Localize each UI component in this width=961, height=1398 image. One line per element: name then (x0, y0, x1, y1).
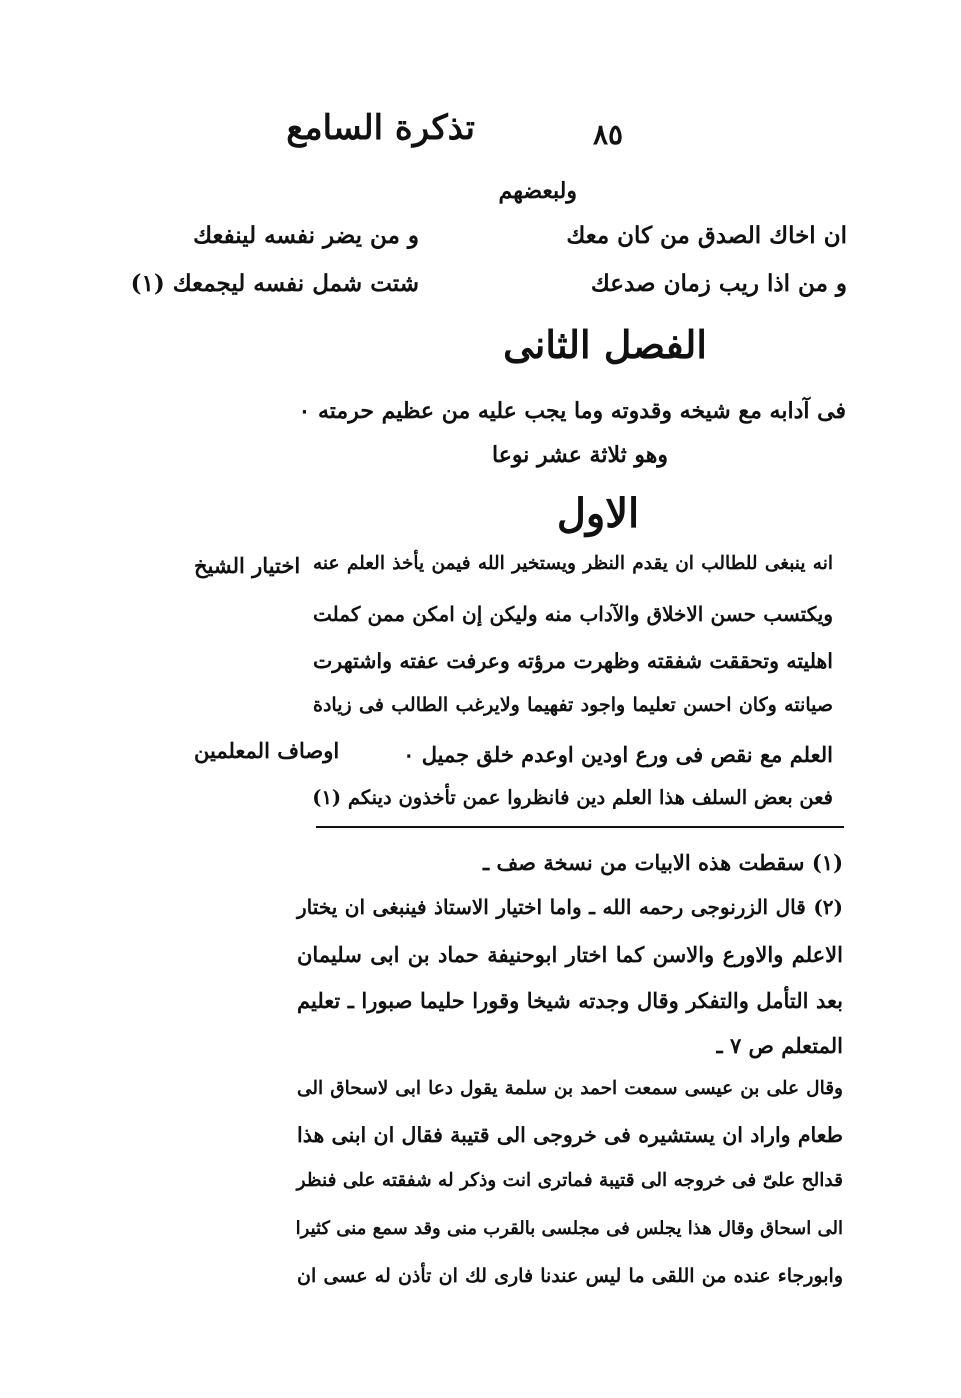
body-line: انه ينبغى للطالب ان يقدم النظر ويستخير الله فيمن يأخذ العلم عنه (313, 553, 833, 574)
footnote-line: المتعلم ص ٧ ـ (716, 1033, 843, 1058)
chapter-heading: الفصل الثانى (503, 322, 707, 367)
footnote-line: وابورجاء عنده من اللقى ما ليس عندنا فارى لك ان تأذن له عسى ان (297, 1265, 843, 1287)
body-line: العلم مع نقص فى ورع اودين اوعدم خلق جميل ٠ (403, 742, 833, 767)
footnote-separator (316, 826, 844, 828)
footnote-line: قدالح علىّ فى خروجه الى قتيبة فماترى انت وذكر له شفقته على فنظر (296, 1170, 843, 1191)
footnote-line: الى اسحاق وقال هذا يجلس فى مجلسى بالقرب منى وقد سمع منى كثيرا (295, 1218, 843, 1239)
footnote-line: (٢) قال الزرنوجى رحمه الله ـ واما اختيار الاستاذ فينبغى ان يختار (297, 895, 843, 919)
footnote-line: طعام واراد ان يستشيره فى خروجى الى قتيبة فقال ان ابنى هذا (297, 1123, 843, 1147)
verse-second-hemistich: و من يضر نفسه لينفعك (193, 222, 419, 249)
poem-intro: ولبعضهم (498, 178, 577, 204)
poem-verse (0, 222, 961, 256)
footnote-line: (١) سقطت هذه الابيات من نسخة صف ـ (482, 850, 843, 875)
margin-note: اختيار الشيخ (194, 553, 301, 578)
verse-first-hemistich: ان اخاك الصدق من كان معك (566, 222, 847, 249)
body-line: اهليته وتحققت شفقته وظهرت مرؤته وعرفت عفته واشتهرت (313, 649, 833, 673)
verse-second-hemistich: شتت شمل نفسه ليجمعك (١) (130, 270, 419, 297)
poem-verse (0, 270, 961, 304)
page-number: ٨٥ (593, 118, 624, 151)
margin-note: اوصاف المعلمين (194, 738, 340, 763)
verse-first-hemistich: و من اذا ريب زمان صدعك (590, 270, 847, 297)
chapter-count: وهو ثلاثة عشر نوعا (492, 442, 668, 468)
footnote-line: وقال على بن عيسى سمعت احمد بن سلمة يقول دعا ابى لاسحاق الى (297, 1078, 843, 1099)
body-line: صيانته وكان احسن تعليما واجود تفهيما ولايرغب الطالب فى زيادة (313, 694, 833, 716)
running-title: تذكرة السامع (286, 108, 475, 148)
footnote-line: الاعلم والاورع والاسن كما اختار ابوحنيفة حماد بن ابى سليمان (297, 942, 843, 967)
chapter-subtitle: فى آدابه مع شيخه وقدوته وما يجب عليه من عظيم حرمته ٠ (298, 398, 846, 424)
footnote-line: بعد التأمل والتفكر وقال وجدته شيخا وقورا حليما صبورا ـ تعليم (297, 988, 843, 1013)
body-line: فعن بعض السلف هذا العلم دين فانظروا عمن تأخذون دينكم (١) (312, 786, 833, 809)
body-line: ويكتسب حسن الاخلاق والآداب منه وليكن إن امكن ممن كملت (313, 602, 833, 626)
section-heading: الاول (556, 490, 640, 537)
